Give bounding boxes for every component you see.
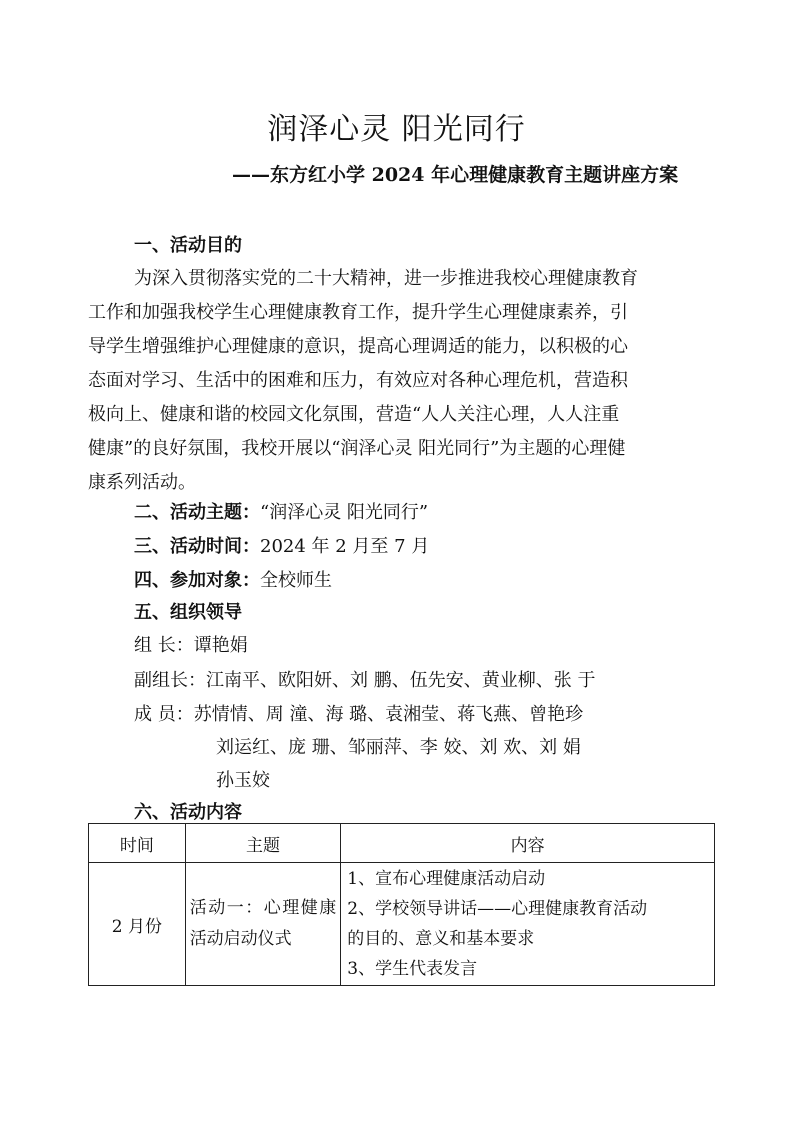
members-names: 刘运红、庞 珊、邹丽萍、李 姣、刘 欢、刘 娟	[216, 737, 581, 758]
leader-label: 组 长：	[134, 635, 194, 656]
purpose-line: 极向上、健康和谐的校园文化氛围，营造“人人关注心理，人人注重	[88, 404, 620, 425]
header-content: 内容	[341, 824, 715, 863]
content-line: 1、宣布心理健康活动启动	[347, 869, 546, 889]
purpose-line: 态面对学习、生活中的困难和压力，有效应对各种心理危机，营造积	[88, 370, 628, 391]
theme-row	[134, 498, 428, 524]
time-value: 2024 年 2 月至 7 月	[260, 536, 430, 557]
document-title: 润泽心灵 阳光同行	[267, 112, 526, 147]
purpose-line: 健康”的良好氛围，我校开展以“润泽心灵 阳光同行”为主题的心理健	[88, 438, 626, 459]
header-time: 时间	[89, 824, 186, 863]
cell-theme: 活动一：心理健康活动启动仪式	[185, 863, 341, 986]
content-line: 2、学校领导讲话——心理健康教育活动	[347, 899, 648, 919]
section-1-heading: 一、活动目的	[134, 235, 242, 256]
members-label: 成 员：	[134, 704, 194, 725]
purpose-line: 康系列活动。	[88, 472, 196, 493]
theme-label: 二、活动主题：	[134, 502, 260, 523]
members-names: 孙玉姣	[216, 770, 270, 791]
participants-row	[134, 566, 332, 592]
participants-value: 全校师生	[260, 570, 332, 591]
cell-time: 2 月份	[89, 863, 186, 986]
content-line: 3、学生代表发言	[347, 959, 478, 979]
document-subtitle: ——东方红小学 2024 年心理健康教育主题讲座方案	[232, 164, 679, 186]
table-row	[89, 863, 715, 986]
purpose-line: 导学生增强维护心理健康的意识，提高心理调适的能力，以积极的心	[88, 336, 628, 357]
time-row	[134, 532, 429, 558]
table-header-row	[89, 824, 715, 863]
cell-content	[341, 863, 715, 986]
purpose-line: 工作和加强我校学生心理健康教育工作，提升学生心理健康素养，引	[88, 302, 628, 323]
participants-label: 四、参加对象：	[134, 570, 260, 591]
deputy-row	[134, 666, 595, 692]
deputy-label: 副组长：	[134, 670, 206, 691]
purpose-line: 为深入贯彻落实党的二十大精神，进一步推进我校心理健康教育	[134, 268, 638, 289]
header-theme: 主题	[185, 824, 341, 863]
members-names: 苏情情、周 潼、海 璐、袁湘莹、蒋飞燕、曾艳珍	[193, 704, 584, 725]
members-row	[134, 700, 583, 726]
leader-row	[134, 631, 248, 657]
deputy-names: 江南平、欧阳妍、刘 鹏、伍先安、黄业柳、张 于	[206, 670, 596, 691]
content-line: 的目的、意义和基本要求	[347, 929, 535, 949]
theme-value: “润泽心灵 阳光同行”	[260, 502, 429, 523]
section-6-heading: 六、活动内容	[134, 802, 242, 823]
section-5-heading: 五、组织领导	[134, 602, 242, 623]
leader-name: 谭艳娟	[193, 635, 248, 656]
activity-table	[88, 823, 715, 986]
time-label: 三、活动时间：	[134, 536, 260, 557]
